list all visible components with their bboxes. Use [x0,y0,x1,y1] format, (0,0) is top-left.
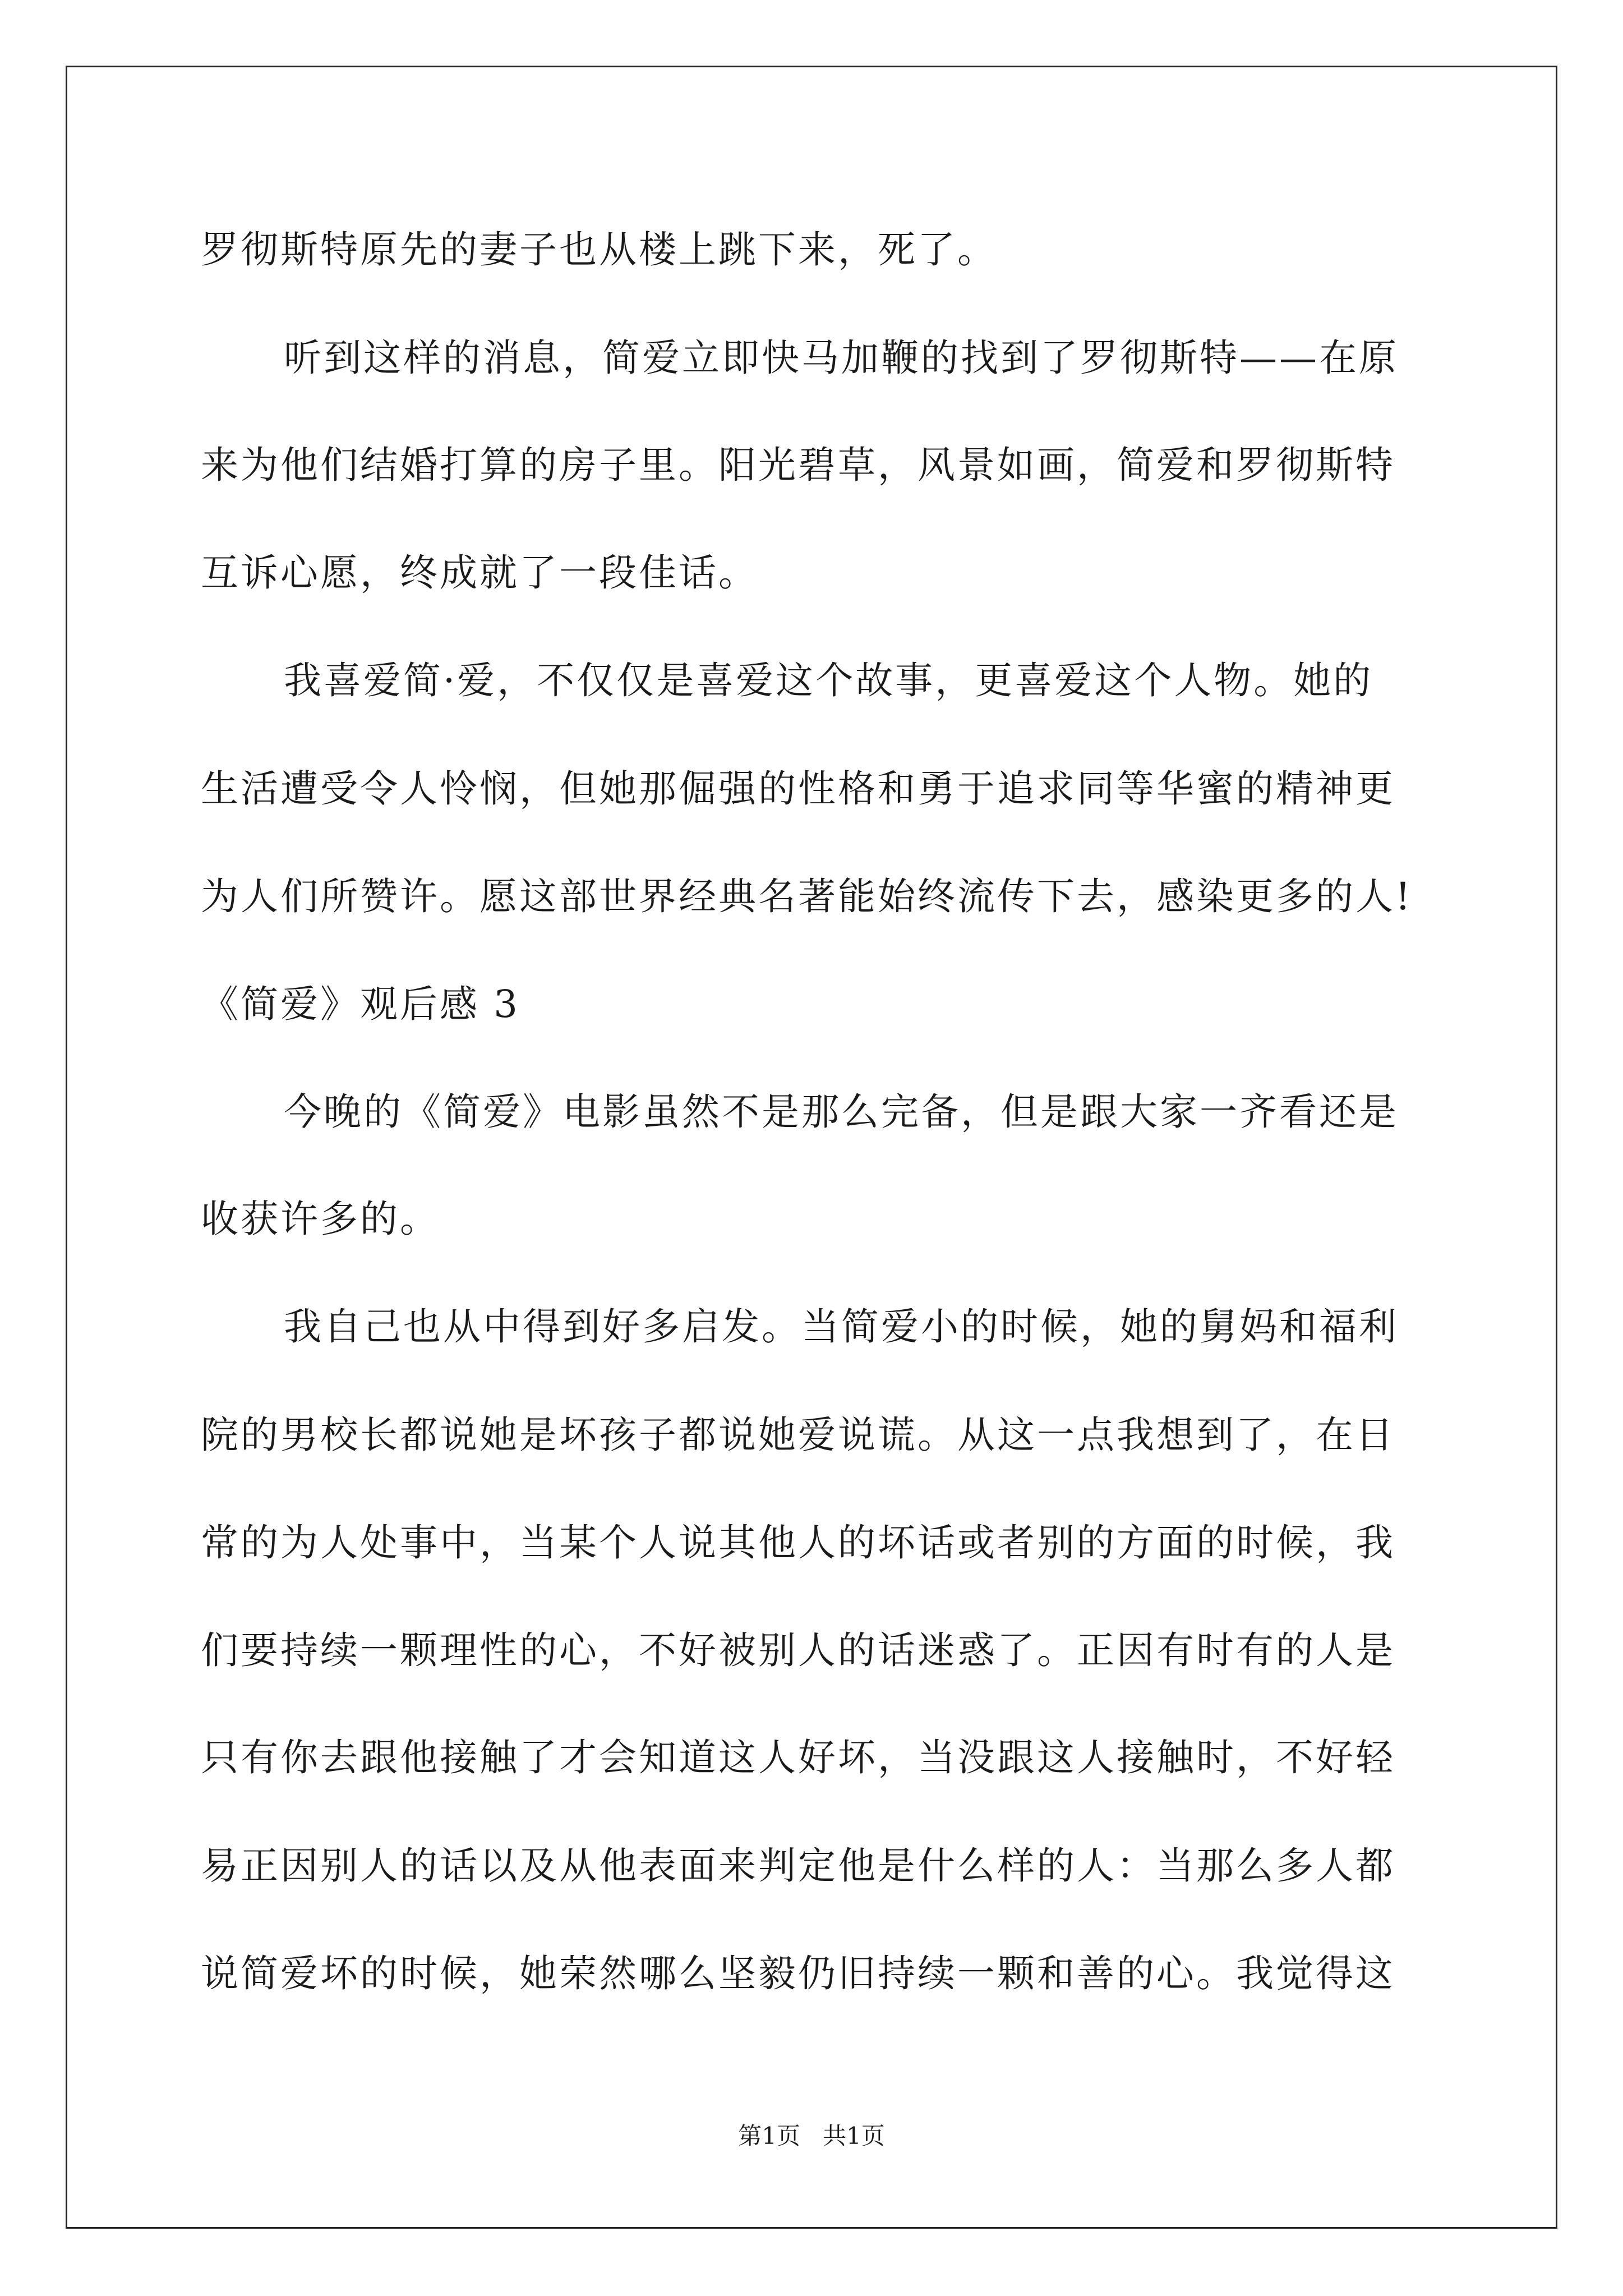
text-line-12: 院的男校长都说她是坏孩子都说她爱说谎。从这一点我想到了，在日 [201,1413,1395,1457]
text-line-2: 听到这样的消息，简爱立即快马加鞭的找到了罗彻斯特——在原 [284,336,1399,380]
text-line-16: 易正因别人的话以及从他表面来判定他是什么样的人：当那么多人都 [201,1844,1395,1888]
text-line-11: 我自己也从中得到好多启发。当简爱小的时候，她的舅妈和福利 [284,1305,1399,1349]
text-line-17: 说简爱坏的时候，她荣然哪么坚毅仍旧持续一颗和善的心。我觉得这 [201,1952,1395,1995]
text-line-9: 今晚的《简爱》电影虽然不是那么完备，但是跟大家一齐看还是 [284,1090,1399,1134]
text-line-14: 们要持续一颗理性的心，不好被别人的话迷惑了。正因有时有的人是 [201,1628,1395,1672]
page-border [66,66,1557,2229]
text-line-7: 为人们所赞许。愿这部世界经典名著能始终流传下去，感染更多的人! [201,875,1413,918]
text-line-1: 罗彻斯特原先的妻子也从楼上跳下来，死了。 [201,228,997,272]
text-line-6: 生活遭受令人怜悯，但她那倔强的性格和勇于追求同等华蜜的精神更 [201,767,1395,811]
section-heading: 《简爱》观后感 3 [201,982,520,1026]
text-line-5: 我喜爱简·爱，不仅仅是喜爱这个故事，更喜爱这个人物。她的 [284,659,1373,702]
text-line-10: 收获许多的。 [201,1197,440,1241]
text-line-4: 互诉心愿，终成就了一段佳话。 [201,551,758,595]
text-line-13: 常的为人处事中，当某个人说其他人的坏话或者别的方面的时候，我 [201,1521,1395,1565]
text-line-3: 来为他们结婚打算的房子里。阳光碧草，风景如画，简爱和罗彻斯特 [201,443,1395,487]
text-line-15: 只有你去跟他接触了才会知道这人好坏，当没跟这人接触时，不好轻 [201,1736,1395,1779]
page-number-footer: 第1页 共1页 [738,2122,885,2150]
